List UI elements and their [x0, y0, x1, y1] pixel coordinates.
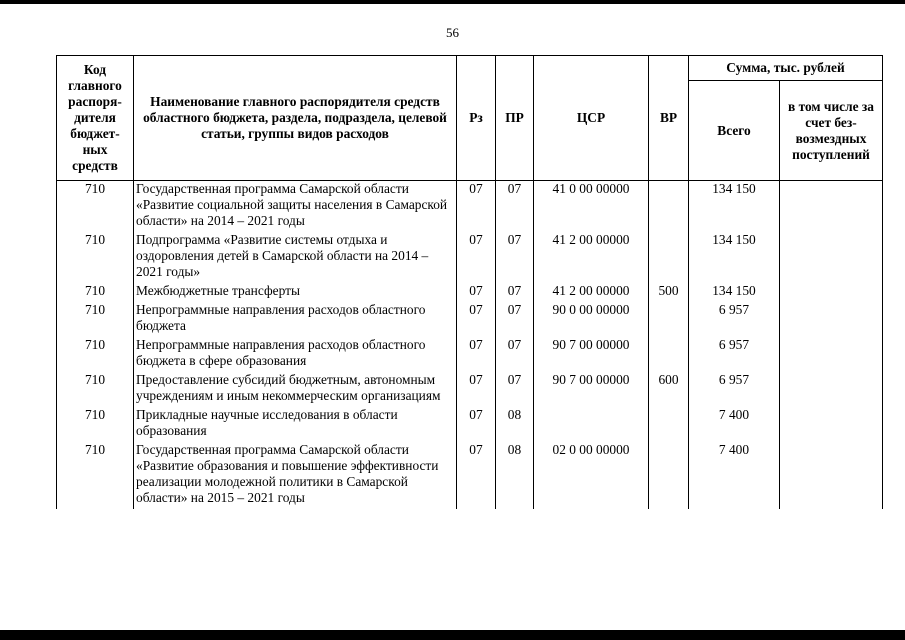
cell-rz: 07 — [457, 283, 496, 302]
cell-rz: 07 — [457, 372, 496, 407]
cell-incl — [780, 302, 883, 337]
table-row — [57, 181, 883, 233]
cell-code: 710 — [57, 442, 134, 509]
table-row — [57, 232, 883, 283]
cell-csr: 41 2 00 00000 — [534, 283, 649, 302]
cell-rz: 07 — [457, 442, 496, 509]
table-row — [57, 337, 883, 372]
cell-incl — [780, 337, 883, 372]
cell-name: Государственная программа Самарской области «Развитие образования и повышение эффективности реализации молодежной политики в Самарской области» на 2015 – 2021 годы — [134, 442, 457, 509]
cell-pr: 07 — [496, 302, 534, 337]
cell-vr — [649, 232, 689, 283]
table-row — [57, 442, 883, 509]
cell-name: Непрограммные направления расходов областного бюджета — [134, 302, 457, 337]
cell-code: 710 — [57, 372, 134, 407]
scan-border-bottom — [0, 630, 905, 640]
cell-incl — [780, 442, 883, 509]
cell-pr: 07 — [496, 372, 534, 407]
page-number: 56 — [446, 25, 459, 40]
header-incl: в том числе за счет без-возмездных поступлений — [780, 81, 883, 181]
cell-csr: 90 7 00 00000 — [534, 337, 649, 372]
cell-total: 6 957 — [689, 337, 780, 372]
table-row — [57, 302, 883, 337]
cell-total: 7 400 — [689, 407, 780, 442]
cell-vr — [649, 442, 689, 509]
cell-csr — [534, 407, 649, 442]
cell-name: Прикладные научные исследования в области образования — [134, 407, 457, 442]
cell-name: Государственная программа Самарской области «Развитие социальной защиты населения в Самарской области» на 2014 – 2021 годы — [134, 181, 457, 233]
cell-vr: 600 — [649, 372, 689, 407]
cell-rz: 07 — [457, 181, 496, 233]
cell-incl — [780, 407, 883, 442]
cell-pr: 07 — [496, 181, 534, 233]
cell-code: 710 — [57, 232, 134, 283]
header-code: Код главного распоря-дителя бюджет-ных средств — [57, 56, 134, 181]
cell-csr: 90 7 00 00000 — [534, 372, 649, 407]
cell-incl — [780, 372, 883, 407]
header-total: Всего — [689, 81, 780, 181]
cell-csr: 90 0 00 00000 — [534, 302, 649, 337]
cell-pr: 07 — [496, 283, 534, 302]
cell-rz: 07 — [457, 232, 496, 283]
cell-vr: 500 — [649, 283, 689, 302]
cell-incl — [780, 232, 883, 283]
cell-incl — [780, 283, 883, 302]
table-row — [57, 372, 883, 407]
cell-code: 710 — [57, 181, 134, 233]
cell-name: Предоставление субсидий бюджетным, автономным учреждениям и иным некоммерческим организациям — [134, 372, 457, 407]
cell-total: 134 150 — [689, 181, 780, 233]
cell-name: Непрограммные направления расходов областного бюджета в сфере образования — [134, 337, 457, 372]
cell-rz: 07 — [457, 337, 496, 372]
cell-total: 134 150 — [689, 232, 780, 283]
cell-code: 710 — [57, 283, 134, 302]
header-pr: ПР — [496, 56, 534, 181]
cell-code: 710 — [57, 407, 134, 442]
cell-incl — [780, 181, 883, 233]
cell-csr: 41 0 00 00000 — [534, 181, 649, 233]
cell-pr: 08 — [496, 442, 534, 509]
cell-pr: 07 — [496, 232, 534, 283]
cell-vr — [649, 407, 689, 442]
cell-name: Межбюджетные трансферты — [134, 283, 457, 302]
header-rz: Рз — [457, 56, 496, 181]
header-csr: ЦСР — [534, 56, 649, 181]
cell-code: 710 — [57, 302, 134, 337]
cell-vr — [649, 302, 689, 337]
cell-vr — [649, 337, 689, 372]
cell-code: 710 — [57, 337, 134, 372]
cell-name: Подпрограмма «Развитие системы отдыха и оздоровления детей в Самарской области на 2014 – 2021 годы» — [134, 232, 457, 283]
scan-border-top — [0, 0, 905, 4]
cell-total: 134 150 — [689, 283, 780, 302]
table-row — [57, 283, 883, 302]
cell-csr: 02 0 00 00000 — [534, 442, 649, 509]
cell-total: 7 400 — [689, 442, 780, 509]
cell-rz: 07 — [457, 302, 496, 337]
cell-pr: 07 — [496, 337, 534, 372]
table-row — [57, 407, 883, 442]
header-name: Наименование главного распорядителя средств областного бюджета, раздела, подраздела, целевой статьи, группы видов расходов — [134, 56, 457, 181]
cell-pr: 08 — [496, 407, 534, 442]
header-sum: Сумма, тыс. рублей — [689, 56, 883, 81]
cell-vr — [649, 181, 689, 233]
budget-table — [56, 55, 883, 509]
cell-rz: 07 — [457, 407, 496, 442]
cell-total: 6 957 — [689, 372, 780, 407]
header-vr: ВР — [649, 56, 689, 181]
cell-csr: 41 2 00 00000 — [534, 232, 649, 283]
cell-total: 6 957 — [689, 302, 780, 337]
